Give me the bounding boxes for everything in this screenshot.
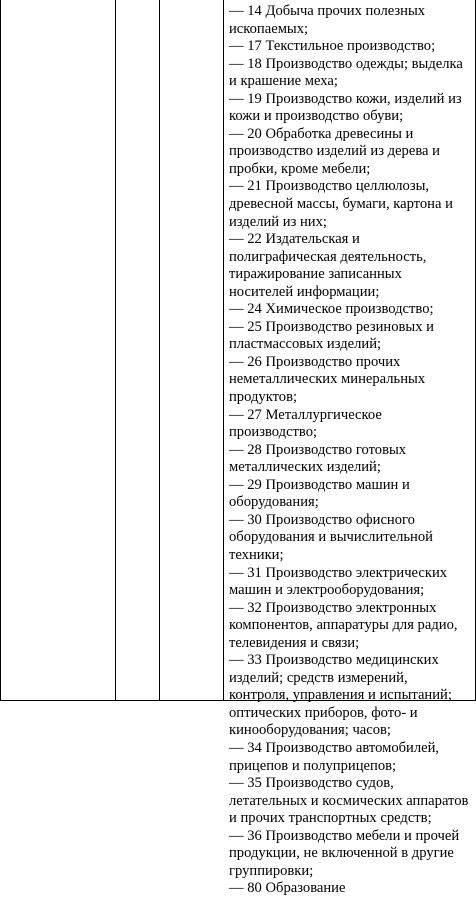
list-item: — 17 Текстильное производство; bbox=[229, 38, 436, 55]
table-divider-3 bbox=[223, 0, 224, 701]
list-item: — 25 Производство резиновых и пластмассовых изделий; bbox=[229, 318, 434, 353]
list-item: — 19 Производство кожи, изделий из кожи и производство обуви; bbox=[229, 90, 462, 125]
list-item: — 14 Добыча прочих полезных ископаемых; bbox=[229, 3, 426, 37]
list-item: — 29 Производство машин и оборудования; bbox=[229, 476, 410, 511]
table-divider-2 bbox=[159, 0, 160, 701]
list-item: — 31 Производство электрических машин и электрооборудования; bbox=[229, 564, 448, 599]
activity-list-cell bbox=[229, 3, 469, 898]
list-item: — 80 Образование bbox=[229, 880, 346, 897]
list-item: — 21 Производство целлюлозы, древесной массы, бумаги, картона и изделий из них; bbox=[229, 178, 453, 230]
list-item: — 35 Производство судов, летательных и космических аппаратов и прочих транспортных средств; bbox=[229, 775, 469, 827]
list-item: — 20 Обработка древесины и производство изделий из дерева и пробки, кроме мебели; bbox=[229, 125, 440, 177]
list-item: — 24 Химическое производство; bbox=[229, 301, 434, 318]
list-item: — 27 Металлургическое производство; bbox=[229, 406, 382, 441]
list-item: — 26 Производство прочих неметаллических минеральных продуктов; bbox=[229, 353, 426, 406]
list-item: — 32 Производство электронных компонентов, аппаратуры для радио, телевидения и связи; bbox=[229, 599, 458, 651]
list-item: — 34 Производство автомобилей, прицепов и полуприцепов; bbox=[229, 739, 440, 774]
list-item: — 30 Производство офисного оборудования и вычислительной техники; bbox=[229, 511, 433, 563]
list-item: — 28 Производство готовых металлических изделий; bbox=[229, 441, 407, 476]
table-divider-1 bbox=[115, 0, 116, 701]
list-item: — 18 Производство одежды; выделка и крашение меха; bbox=[229, 55, 463, 90]
list-item: — 36 Производство мебели и прочей продукции, не включенной в другие группировки; bbox=[229, 827, 460, 879]
list-item: — 33 Производство медицинских изделий; средств измерений, контроля, управления и испытаний; оптических приборов, фото- и кинооборудования; часов; bbox=[229, 652, 452, 739]
table-border-left bbox=[0, 0, 1, 701]
list-item: — 22 Издательская и полиграфическая деятельность, тиражирование записанных носителей информации; bbox=[229, 231, 427, 300]
